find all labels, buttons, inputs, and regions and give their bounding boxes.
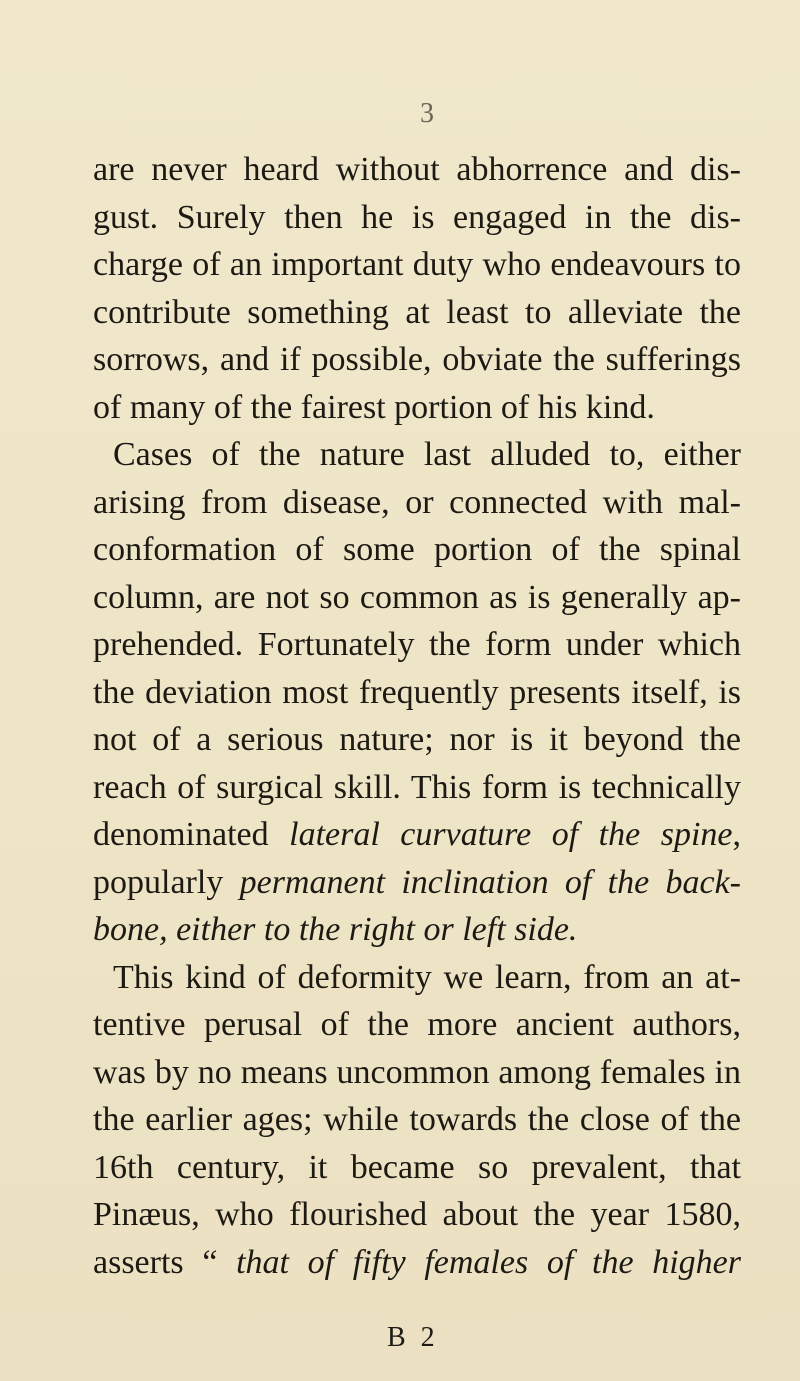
- text-run: popularly: [93, 863, 240, 901]
- text-run: not of a serious nature; nor is it beyond the: [93, 721, 741, 758]
- text-run: sorrows, and if possible, obviate the sufferings: [93, 341, 741, 378]
- signature-mark: B 2: [387, 1322, 439, 1353]
- text-run: denominated: [93, 816, 290, 853]
- text-run: Pinæus, who flourished about the year 1580,: [93, 1196, 741, 1233]
- text-run: tentive perusal of the more ancient authors,: [93, 1006, 741, 1043]
- text-line: [93, 716, 741, 764]
- text-line: [93, 621, 741, 669]
- text-line: [93, 526, 741, 574]
- text-run: asserts “: [93, 1243, 237, 1281]
- italic-text: permanent inclination of the back-: [239, 863, 741, 901]
- text-run: ,: [732, 816, 741, 853]
- text-run: Cases of the nature last alluded to, either: [113, 436, 741, 473]
- text-line: [93, 1144, 741, 1192]
- text-run: column, are not so common as is generally ap-: [93, 578, 741, 616]
- text-run: was by no means uncommon among females in: [93, 1053, 741, 1091]
- text-line: [93, 764, 741, 812]
- text-line: [93, 384, 741, 432]
- text-line: [93, 954, 741, 1002]
- text-run: charge of an important duty who endeavours to: [93, 246, 741, 283]
- text-run: the earlier ages; while towards the close of the: [93, 1101, 741, 1138]
- text-run: 16th century, it became so prevalent, that: [93, 1148, 741, 1186]
- text-run: of many of the fairest portion of his kind.: [93, 388, 655, 426]
- italic-text: lateral curvature of the spine: [289, 816, 733, 853]
- text-run: reach of surgical skill. This form is technically: [93, 768, 741, 806]
- text-line: [93, 574, 741, 622]
- page-number: 3: [420, 98, 434, 129]
- text-line: [93, 1191, 741, 1239]
- text-line: [93, 146, 741, 194]
- body-text: [93, 146, 741, 1286]
- text-line: [93, 336, 741, 384]
- italic-text: that of fifty females of the higher: [236, 1243, 741, 1281]
- text-line: [93, 906, 741, 954]
- text-run: are never heard without abhorrence and dis-: [93, 151, 741, 188]
- text-run: contribute something at least to alleviate the: [93, 293, 741, 331]
- text-run: conformation of some portion of the spinal: [93, 531, 741, 568]
- text-line: [93, 241, 741, 289]
- text-line: [93, 289, 741, 337]
- text-run: the deviation most frequently presents itself, is: [93, 673, 741, 711]
- text-run: arising from disease, or connected with mal-: [93, 483, 741, 521]
- text-line: [93, 669, 741, 717]
- italic-text: bone, either to the right or left side.: [93, 911, 578, 948]
- text-run: prehended. Fortunately the form under which: [93, 626, 741, 663]
- text-line: [93, 1001, 741, 1049]
- text-line: [93, 479, 741, 527]
- text-line: [93, 194, 741, 242]
- text-line: [93, 859, 741, 907]
- text-line: [93, 431, 741, 479]
- text-line: [93, 1239, 741, 1287]
- text-run: gust. Surely then he is engaged in the dis-: [93, 198, 741, 236]
- text-line: [93, 1049, 741, 1097]
- text-line: [93, 1096, 741, 1144]
- text-run: This kind of deformity we learn, from an at-: [113, 958, 741, 996]
- text-line: [93, 811, 741, 859]
